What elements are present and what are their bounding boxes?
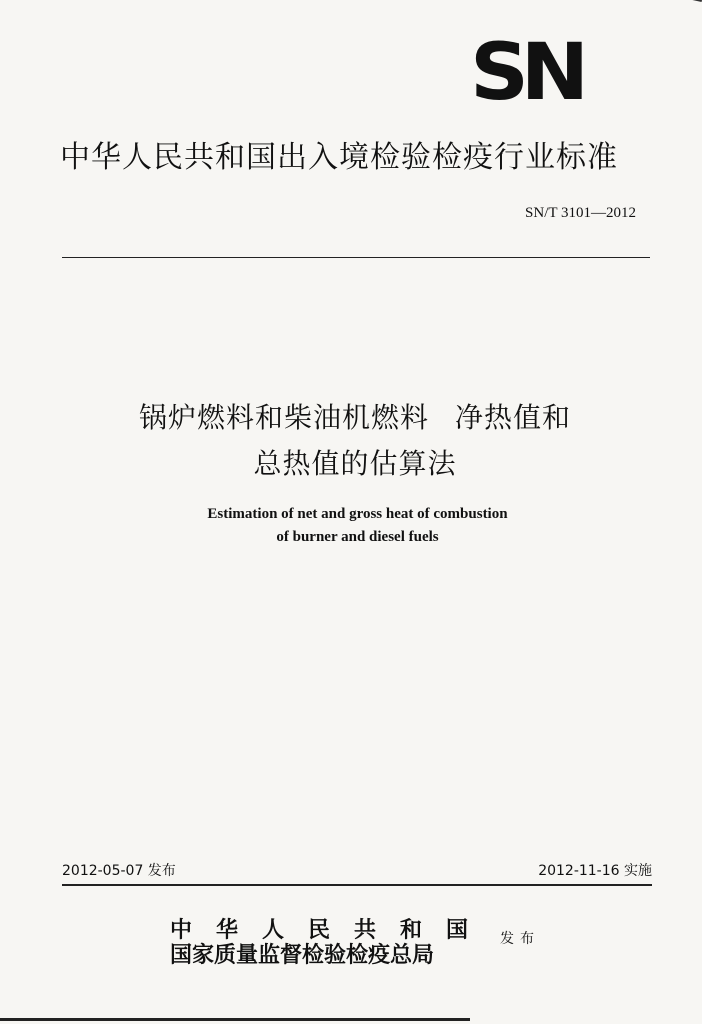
- sn-logo: [470, 28, 618, 118]
- publish-label: 发布: [500, 931, 540, 947]
- standard-code: SN/T 3101—2012: [525, 205, 636, 221]
- sn-logo-text: SN: [470, 28, 581, 118]
- english-title-line2: of burner and diesel fuels: [276, 529, 439, 545]
- chinese-title-line2: 总热值的估算法: [253, 447, 457, 480]
- english-title: [100, 503, 615, 549]
- standard-category-title: 中华人民共和国出入境检验检疫行业标准: [60, 140, 618, 175]
- issuer-country: 中华人民共和国: [170, 917, 493, 943]
- bottom-edge-line: [0, 1018, 470, 1021]
- footer-divider: [62, 884, 652, 886]
- page-corner-mark: [671, 0, 702, 10]
- chinese-title-line1-part1: 锅炉燃料和柴油机燃料: [138, 401, 429, 434]
- english-title-line1: Estimation of net and gross heat of combustion: [207, 506, 508, 522]
- chinese-title: [80, 395, 630, 487]
- chinese-title-line1: [80, 395, 630, 441]
- header-divider: [62, 257, 650, 258]
- issuing-authority: [170, 918, 492, 968]
- issuer-agency: 国家质量监督检验检疫总局: [170, 942, 435, 968]
- issue-date: 2012-05-07 发布: [62, 863, 176, 879]
- implementation-date: 2012-11-16 实施: [538, 863, 652, 879]
- chinese-title-line1-part2: 净热值和: [455, 401, 572, 434]
